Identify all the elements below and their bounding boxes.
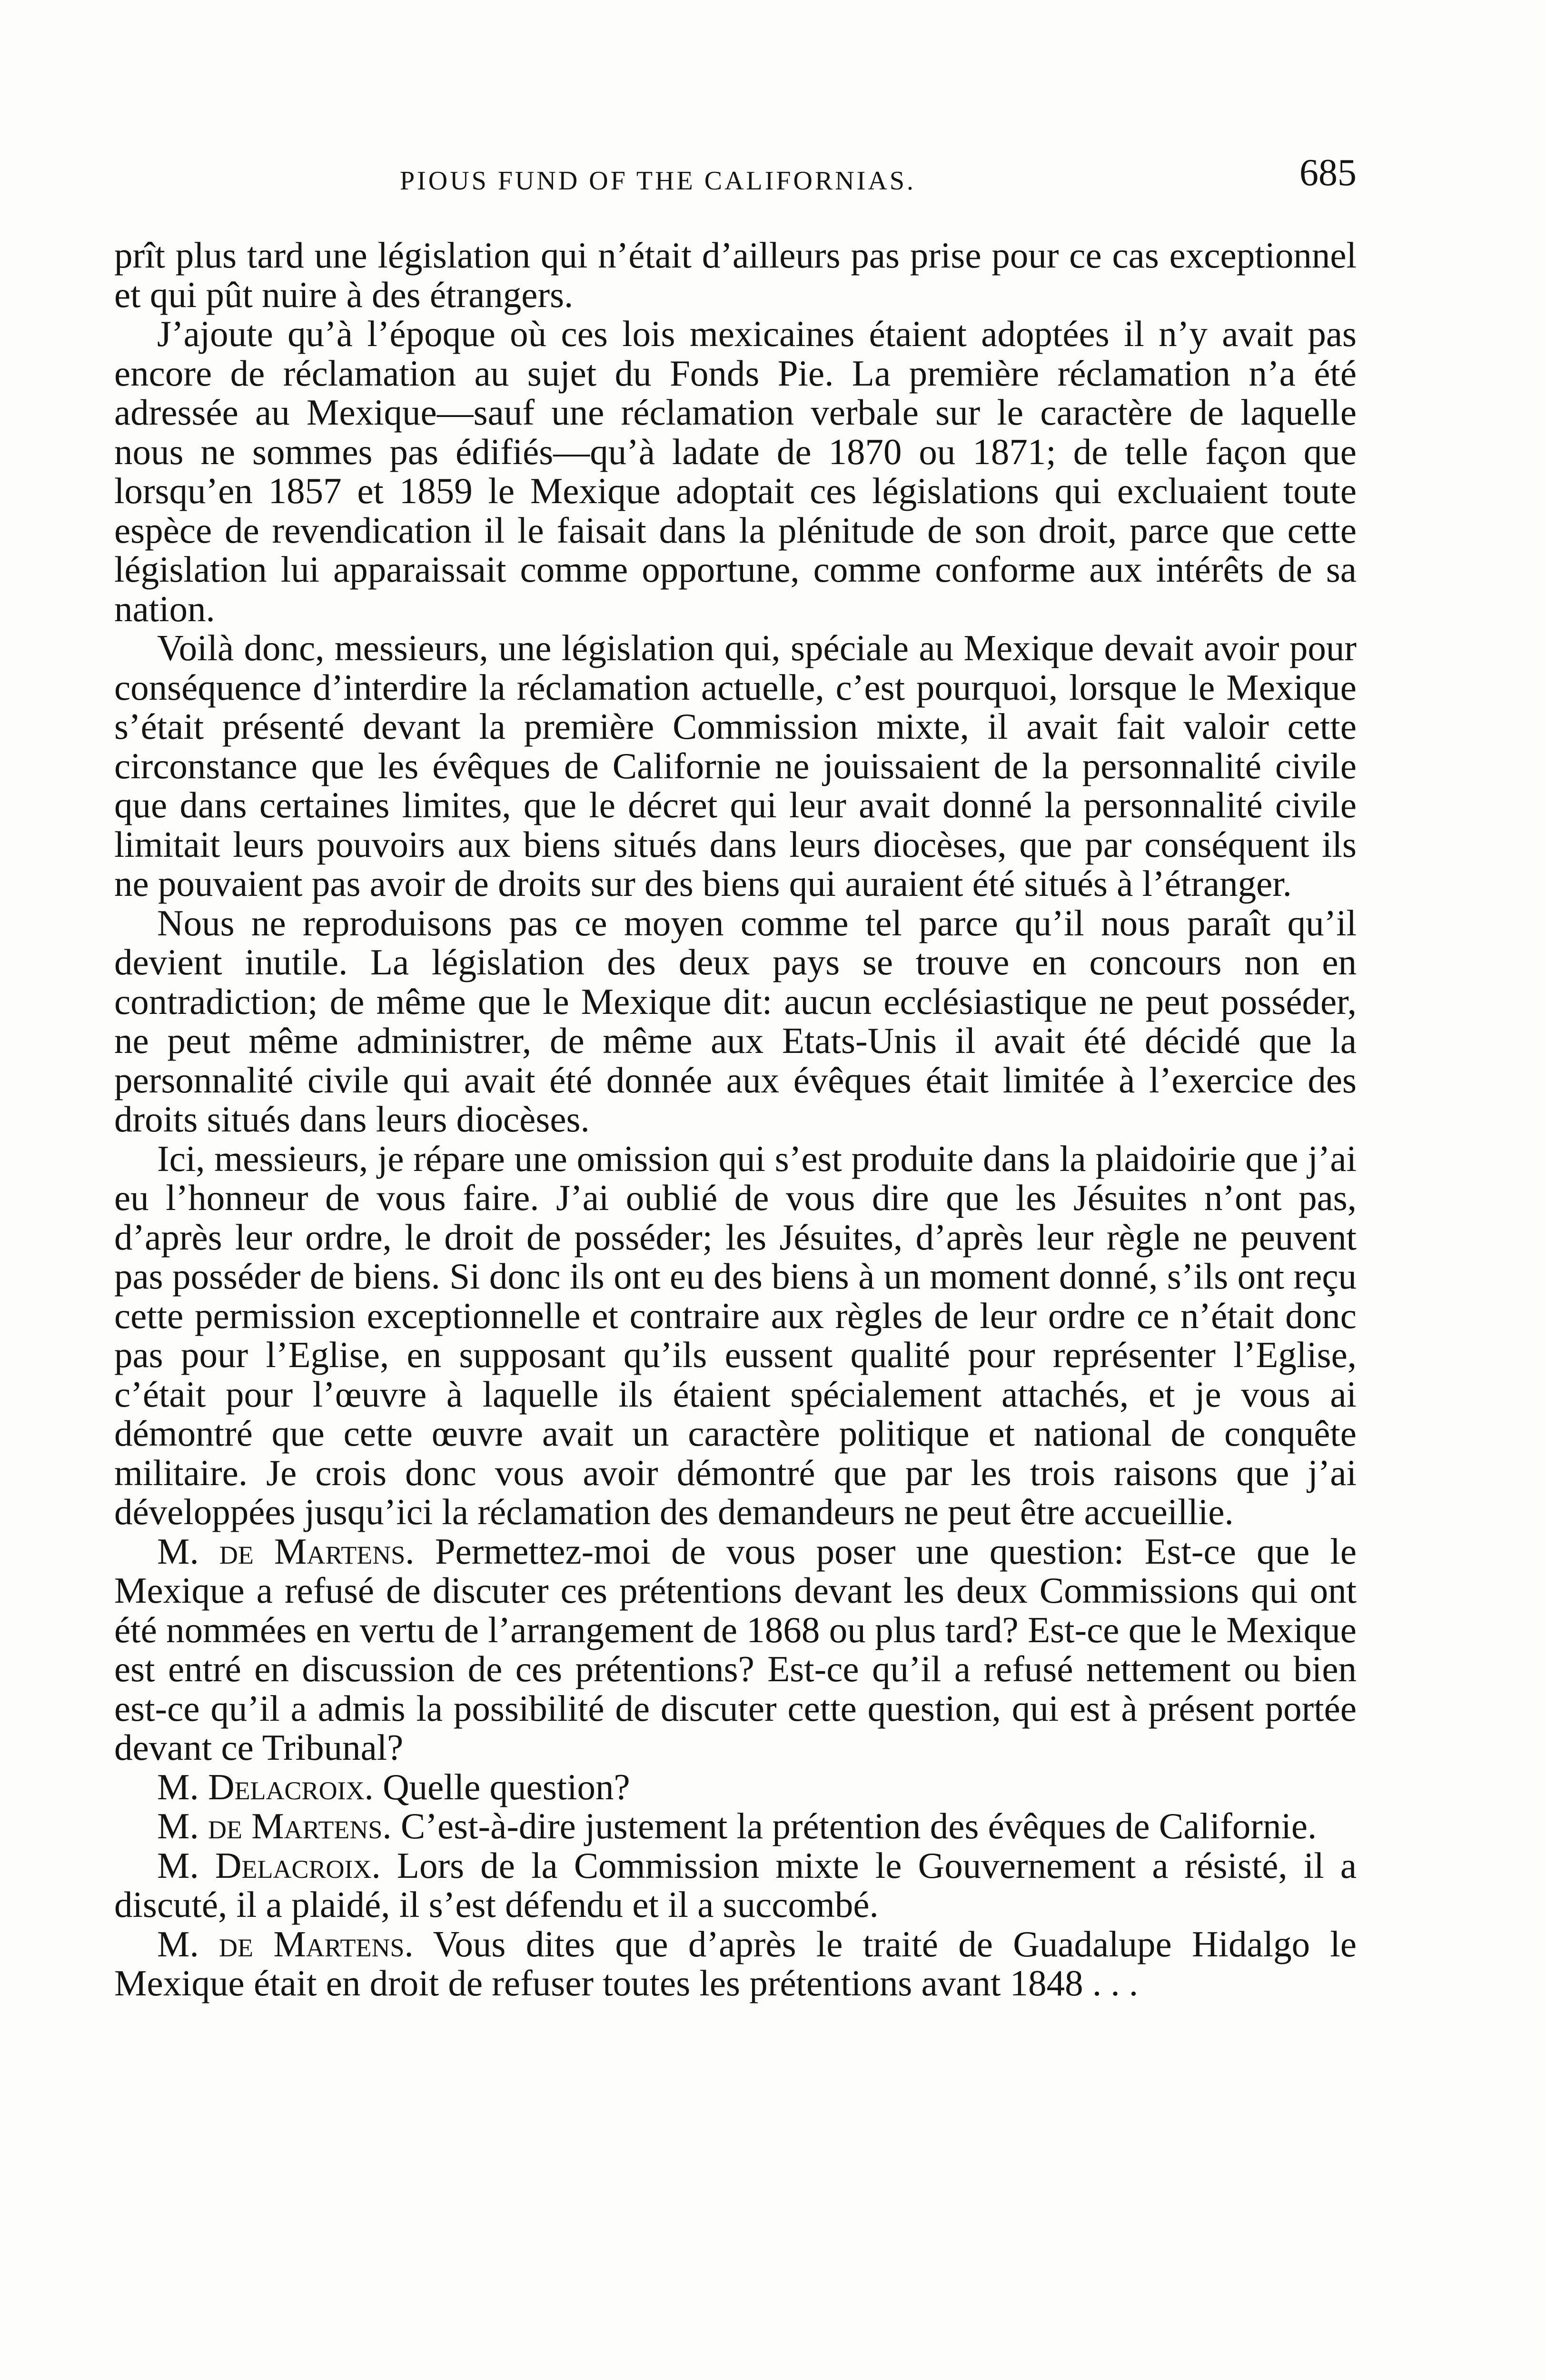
speech-text: C’est-à-dire justement la prétention des évêques de Californie. xyxy=(391,1805,1317,1846)
speaker-name: M. Delacroix. xyxy=(157,1844,381,1886)
speech-text: Lors de la Commission mixte le Gouvernement a résisté, il a discuté, il a plaidé, il s’est défendu et il a succombé. xyxy=(114,1844,1357,1925)
dialogue-turn xyxy=(114,1767,1357,1807)
speaker-name: M. de Martens. xyxy=(157,1530,415,1572)
paragraph: Voilà donc, messieurs, une législation qui, spéciale au Mexique devait avoir pour conséquence d’interdire la réclamation actuelle, c’est pourquoi, lorsque le Mexique s’était présenté devant la première Commission mixte, il avait fait valoir cette circonstance que les évêques de Californie ne jouissaient de la personnalité civile que dans certaines limites, que le décret qui leur avait donné la personnalité civile limitait leurs pouvoirs aux biens situés dans leurs diocèses, que par conséquent ils ne pouvaient pas avoir de droits sur des biens qui auraient été situés à l’étranger. xyxy=(114,627,1357,904)
speaker-name: M. Delacroix. xyxy=(157,1766,374,1807)
paragraph: Nous ne reproduisons pas ce moyen comme tel parce qu’il nous paraît qu’il devient inutile. La législation des deux pays se trouve en concours non en contradiction; de même que le Mexique dit: aucun ecclésiastique ne peut posséder, ne peut même administrer, de même aux Etats-Unis il avait été décidé que la personnalité civile qui avait été donnée aux évêques était limitée à l’exercice des droits situés dans leurs diocèses. xyxy=(114,902,1357,1140)
body-text xyxy=(114,236,1357,2003)
dialogue-turn xyxy=(114,1924,1357,2003)
page-number: 685 xyxy=(1299,152,1357,194)
page-header xyxy=(114,151,1357,199)
speaker-name: M. de Martens. xyxy=(157,1923,414,1964)
dialogue-turn xyxy=(114,1846,1357,1924)
running-title: PIOUS FUND OF THE CALIFORNIAS. xyxy=(400,166,916,196)
speech-text: Vous dites que d’après le traité de Guadalupe Hidalgo le Mexique était en droit de refuser toutes les prétentions avant 1848 . . . xyxy=(114,1923,1357,2003)
speaker-name: M. de Martens. xyxy=(157,1805,392,1846)
paragraph-continued: prît plus tard une législation qui n’était d’ailleurs pas prise pour ce cas exceptionnel et qui pût nuire à des étrangers. xyxy=(114,235,1357,315)
paragraph: J’ajoute qu’à l’époque où ces lois mexicaines étaient adoptées il n’y avait pas encore de réclamation au sujet du Fonds Pie. La première réclamation n’a été adressée au Mexique—sauf une réclamation verbale sur le caractère de laquelle nous ne sommes pas édifiés—qu’à ladate de 1870 ou 1871; de telle façon que lorsqu’en 1857 et 1859 le Mexique adoptait ces législations qui excluaient toute espèce de revendication il le faisait dans la plénitude de son droit, parce que cette législation lui apparaissait comme opportune, comme conforme aux intérêts de sa nation. xyxy=(114,313,1357,629)
dialogue-turn xyxy=(114,1532,1357,1767)
dialogue-turn xyxy=(114,1806,1357,1846)
speech-text: Quelle question? xyxy=(373,1766,630,1807)
paragraph: Ici, messieurs, je répare une omission qui s’est produite dans la plaidoirie que j’ai eu l’honneur de vous faire. J’ai oublié de vous dire que les Jésuites n’ont pas, d’après leur ordre, le droit de posséder; les Jésuites, d’après leur règle ne peuvent pas posséder de biens. Si donc ils ont eu des biens à un moment donné, s’ils ont reçu cette permission exceptionnelle et contraire aux règles de leur ordre ce n’était donc pas pour l’Eglise, en supposant qu’ils eussent qualité pour représenter l’Eglise, c’était pour l’œuvre à laquelle ils étaient spécialement attachés, et je vous ai démontré que cette œuvre avait un caractère politique et national de conquête militaire. Je crois donc vous avoir démontré que par les trois raisons que j’ai développées jusqu’ici la réclamation des demandeurs ne peut être accueillie. xyxy=(114,1138,1357,1532)
speech-text: Permettez-moi de vous poser une question: Est-ce que le Mexique a refusé de discuter ces prétentions devant les deux Commissions qui ont été nommées en vertu de l’arrangement de 1868 ou plus tard? Est-ce que le Mexique est entré en discussion de ces prétentions? Est-ce qu’il a refusé nettement ou bien est-ce qu’il a admis la possibilité de discuter cette question, qui est à présent portée devant ce Tribunal? xyxy=(114,1530,1357,1768)
